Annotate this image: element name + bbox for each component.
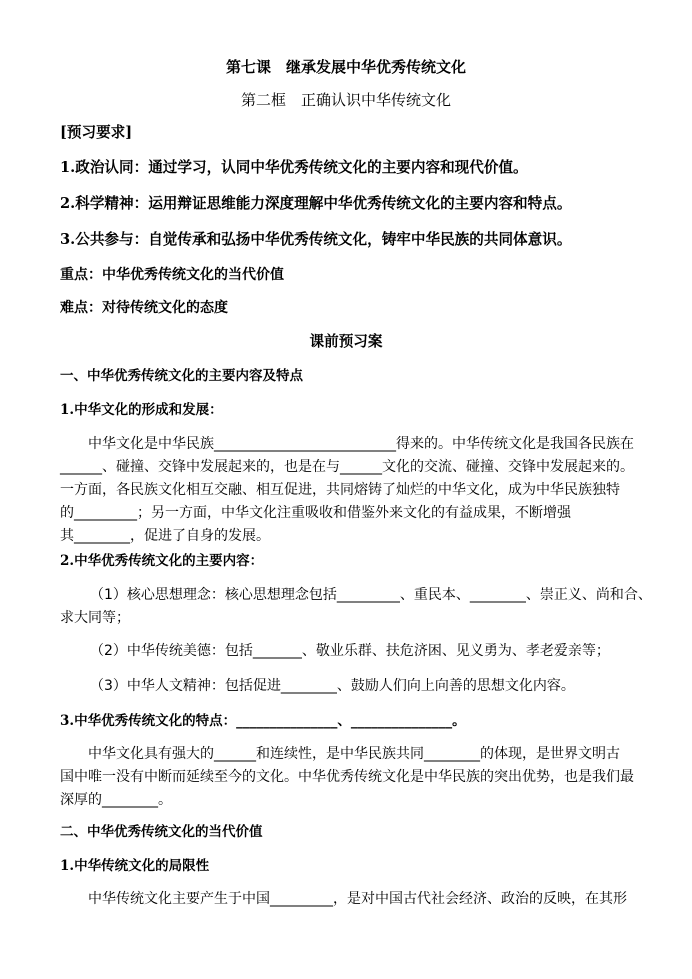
lesson-title: 第七课 继承发展中华优秀传统文化 [225, 58, 466, 76]
s1-paragraph-1-line: 中华文化是中华民族__________________________得来的。中华传统文化是我国各民族在 [88, 436, 634, 452]
humanistic-spirit-line: （3）中华人文精神：包括促进________、鼓励人们向上向善的思想文化内容。 [90, 678, 575, 694]
s2-paragraph-1-line: 中华传统文化主要产生于中国_________，是对中国古代社会经济、政治的反映，在其形 [88, 891, 627, 907]
section-subtitle: 第二框 正确认识中华传统文化 [240, 91, 451, 109]
section-2-heading: 二、中华优秀传统文化的当代价值 [60, 824, 263, 840]
s1-subheading-3: 3.中华优秀传统文化的特点：_______________、_______________。 [60, 713, 466, 729]
s1-paragraph-3-line: 深厚的________。 [60, 792, 172, 808]
s1-paragraph-3-line: 中华文化具有强大的______和连续性，是中华民族共同________的体现，是世界文明古 [88, 746, 620, 762]
preview-requirements-header: [预习要求] [60, 124, 133, 141]
core-ideas-line: （1）核心思想理念：核心思想理念包括_________、重民本、________、崇正义、尚和合、 [90, 587, 652, 603]
section-1-heading: 一、中华优秀传统文化的主要内容及特点 [60, 368, 303, 384]
requirement-2: 2.科学精神：运用辩证思维能力深度理解中华优秀传统文化的主要内容和特点。 [60, 195, 572, 212]
requirement-3: 3.公共参与：自觉传承和弘扬中华优秀传统文化，铸牢中华民族的共同体意识。 [60, 231, 572, 248]
case-title: 课前预习案 [309, 333, 383, 350]
difficult-point: 难点：对待传统文化的态度 [60, 300, 228, 316]
s2-subheading-1: 1.中华传统文化的局限性 [60, 858, 210, 874]
s1-paragraph-1-line: 的_________；另一方面，中华文化注重吸收和借鉴外来文化的有益成果，不断增强 [60, 505, 571, 521]
s1-subheading-2: 2.中华优秀传统文化的主要内容： [60, 553, 264, 569]
s1-paragraph-3-line: 国中唯一没有中断而延续至今的文化。中华优秀传统文化是中华民族的突出优势，也是我们最 [60, 769, 634, 785]
s1-paragraph-1-line: 其________，促进了自身的发展。 [60, 528, 270, 544]
s1-paragraph-1-line: ______、碰撞、交锋中发展起来的，也是在与______文化的交流、碰撞、交锋中发展起来的。 [60, 459, 634, 475]
requirement-1: 1.政治认同：通过学习，认同中华优秀传统文化的主要内容和现代价值。 [60, 159, 528, 176]
traditional-virtues-line: （2）中华传统美德：包括_______、敬业乐群、扶危济困、见义勇为、孝老爱亲等； [90, 643, 610, 659]
key-point: 重点：中华优秀传统文化的当代价值 [60, 267, 284, 283]
s1-subheading-1: 1.中华文化的形成和发展： [60, 402, 223, 418]
core-ideas-line: 求大同等； [60, 610, 130, 626]
s1-paragraph-1-line: 一方面，各民族文化相互交融、相互促进，共同熔铸了灿烂的中华文化，成为中华民族独特 [60, 482, 620, 498]
